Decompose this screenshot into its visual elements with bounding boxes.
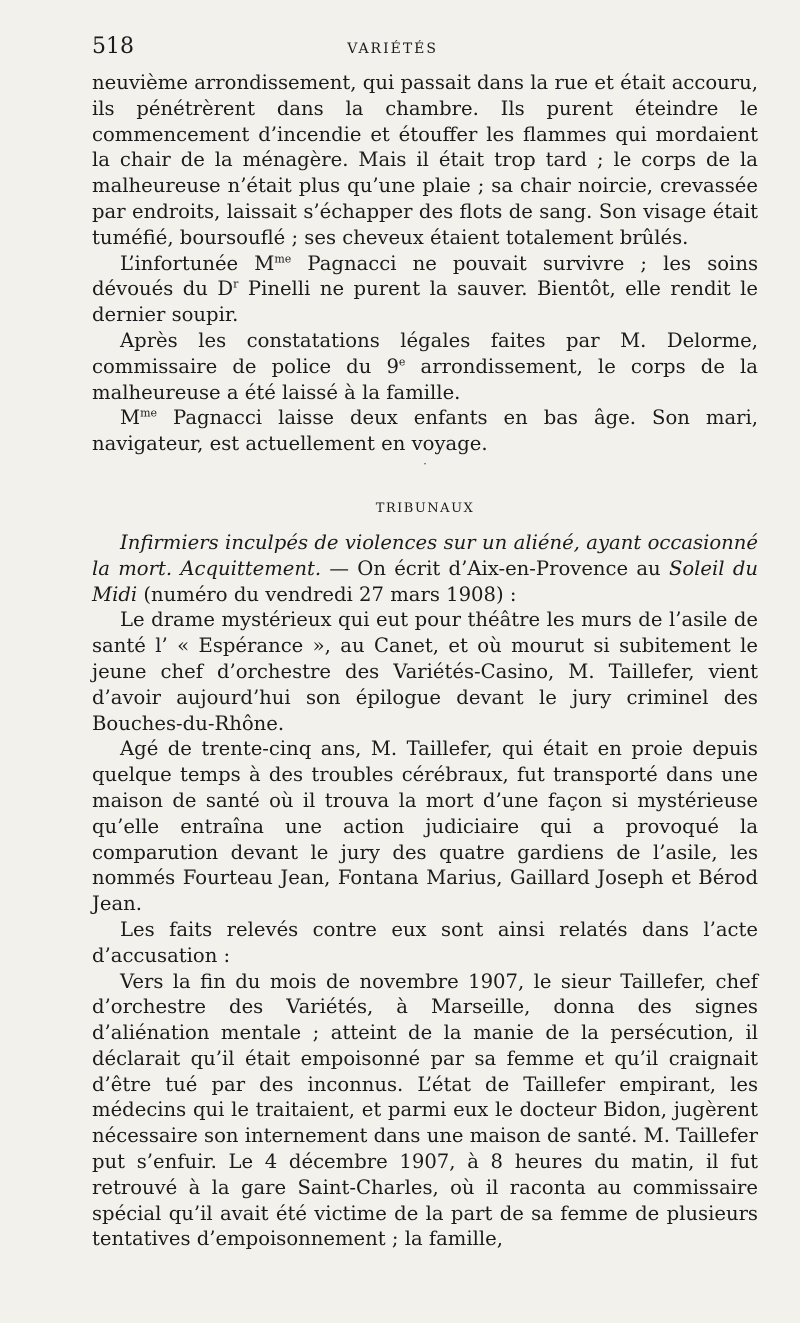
body-text: [92, 70, 758, 1252]
newspaper-name: Soleil du Midi: [92, 556, 758, 606]
paragraph-5-tail: (numéro du vendredi 27 mars 1908) :: [137, 582, 517, 606]
paragraph-8: Les faits relevés contre eux sont ainsi relatés dans l’acte d’accusation :: [92, 917, 758, 967]
separator-dot: ·: [423, 456, 427, 471]
paragraph-2-text-b: Pagnacci ne pouvait survivre ; les soins dévoués du D: [92, 251, 758, 301]
section-title: TRIBUNAUX: [375, 500, 475, 516]
superscript-me: me: [274, 252, 292, 266]
paragraph-4-text-a: M: [120, 406, 141, 430]
paragraph-5-lead: — On écrit d’Aix-en-Provence au: [321, 556, 669, 580]
paragraph-2: [92, 251, 758, 328]
page-header: [92, 34, 758, 68]
paragraph-4-text-b: Pagnacci laisse deux enfants en bas âge. Son mari, navigateur, est actuellement en voyage.: [92, 406, 758, 456]
superscript-me-2: me: [140, 406, 158, 420]
page-number: 518: [92, 34, 134, 59]
superscript-r: r: [233, 277, 239, 291]
paragraph-4: [92, 405, 758, 457]
superscript-e: e: [398, 355, 406, 369]
running-title: VARIÉTÉS: [347, 41, 438, 57]
paragraph-7: Agé de trente-cinq ans, M. Taillefer, qui était en proie depuis quelque temps à des troubles cérébraux, fut transporté dans une maison de santé où il trouva la mort d’une façon si mystérieuse qu’elle entraîna une action judiciaire qui a provoqué la comparution devant le jury des quatre gardiens de l’asile, les nommés Fourteau Jean, Fontana Marius, Gaillard Joseph et Bérod Jean.: [92, 737, 758, 916]
paragraph-2-text-c: Pinelli ne purent la sauver. Bientôt, elle rendit le dernier soupir.: [92, 277, 758, 327]
paragraph-3: [92, 328, 758, 405]
paragraph-1: neuvième arrondissement, qui passait dans la rue et était accouru, ils pénétrèrent dans la chambre. Ils purent éteindre le commencement d’incendie et étouffer les flammes qui mordaient la chair de la ménagère. Mais il était trop tard ; le corps de la malheureuse n’était plus qu’une plaie ; sa chair noircie, crevassée par endroits, laissait s’échapper des flots de sang. Son visage était tuméfié, boursouflé ; ses cheveux étaient totalement brûlés.: [92, 71, 758, 249]
paragraph-3-text-a: Après les constatations légales faites par M. Delorme, commissaire de police du 9: [92, 328, 758, 378]
paragraph-5: [92, 530, 758, 607]
paragraph-3-text-b: arrondissement, le corps de la malheureuse a été laissé à la famille.: [92, 354, 758, 404]
paragraph-9: Vers la fin du mois de novembre 1907, le sieur Taillefer, chef d’orchestre des Variétés, à Marseille, donna des signes d’aliénation mentale ; atteint de la manie de la persécution, il déclarait qu’il était empoisonné par sa femme et qu’il craignait d’être tué par des inconnus. L’état de Taillefer empirant, les médecins qui le traitaient, et parmi eux le docteur Bidon, jugèrent nécessaire son internement dans une maison de santé. M. Taillefer put s’enfuir. Le 4 décembre 1907, à 8 heures du matin, il fut retrouvé à la gare Saint-Charles, où il raconta au commissaire spécial qu’il avait été victime de la part de sa femme de plusieurs tentatives d’empoisonnement ; la famille,: [92, 969, 758, 1251]
article-title: Infirmiers inculpés de violences sur un aliéné, ayant occasionné la mort. Acquittement.: [92, 530, 758, 580]
paragraph-6: Le drame mystérieux qui eut pour théâtre les murs de l’asile de santé l’ « Espérance », au Canet, et où mourut si subitement le jeune chef d’orchestre des Variétés-Casino, M. Taillefer, vient d’avoir aujourd’hui son épilogue devant le jury criminel des Bouches-du-Rhône.: [92, 608, 758, 735]
paragraph-2-text-a: L’infortunée M: [120, 251, 275, 275]
